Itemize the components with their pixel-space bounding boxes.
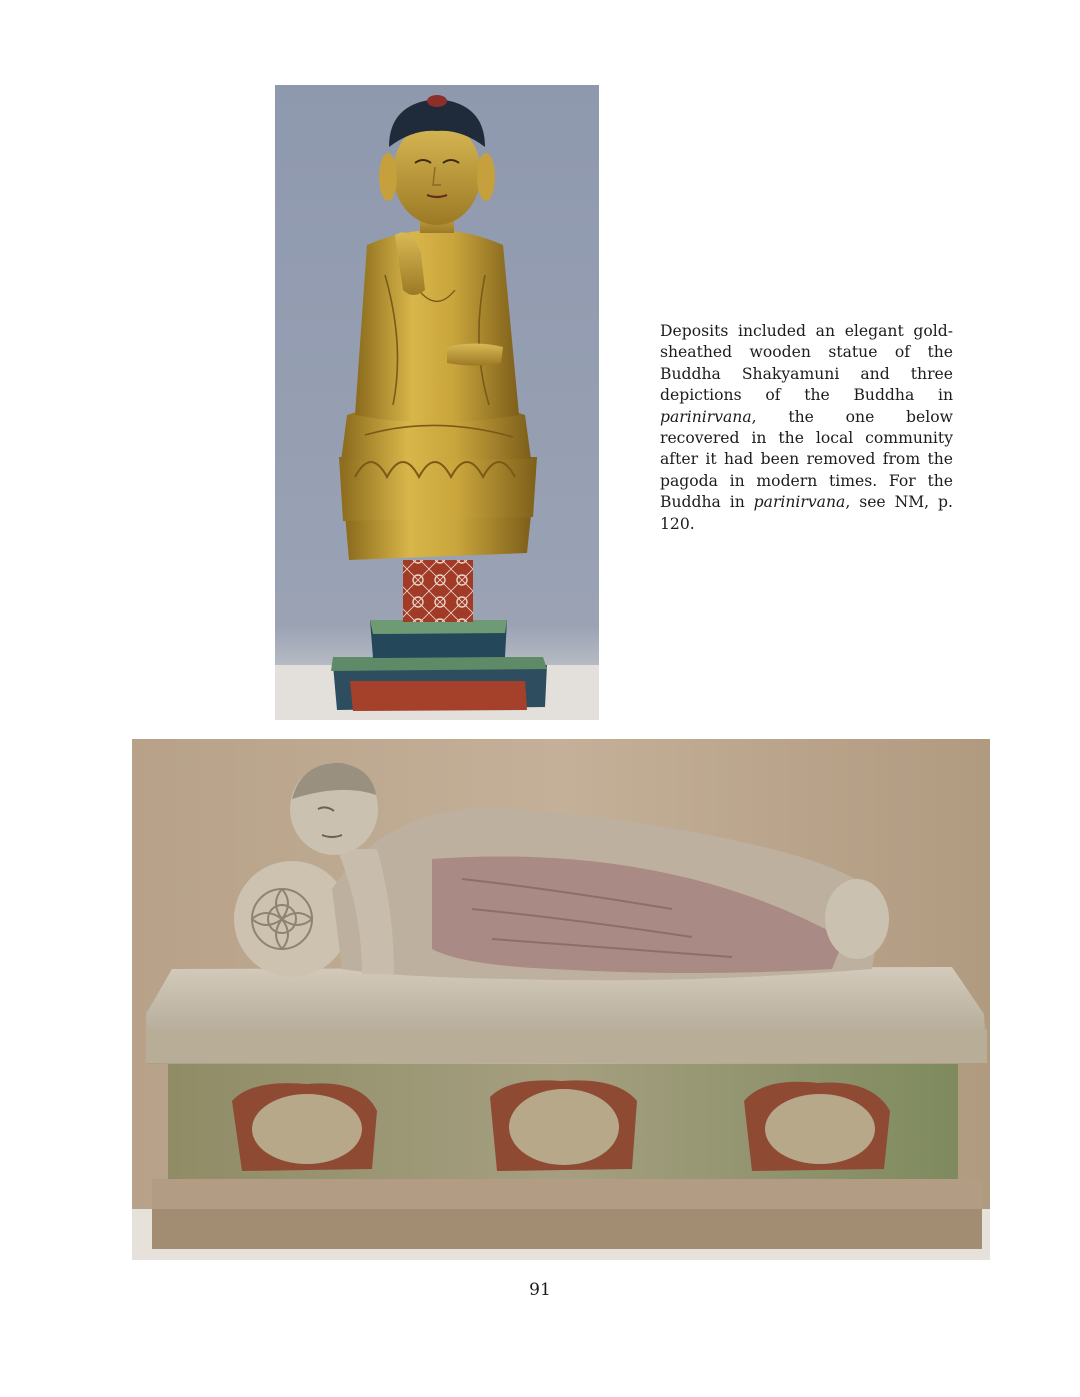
seated-buddha-illustration <box>275 85 599 720</box>
page-number: 91 <box>529 1280 551 1300</box>
relief-panels <box>232 1080 890 1171</box>
caption-text-part-1: Deposits included an elegant gold-sheathed wooden statue of the Buddha Shakyamuni and three depictions of the Buddha in <box>660 322 953 405</box>
caption-text-part-3: , see NM, p. 120. <box>660 493 953 533</box>
caption-term-parinirvana-1: parinirvana <box>660 407 752 426</box>
caption-term-parinirvana-2: parinirvana <box>753 493 846 512</box>
caption-text-part-2: , the one below recovered in the local community after it had been removed from the pagoda in modern times. For the Buddha in <box>660 407 953 512</box>
reclining-buddha-illustration <box>132 739 990 1260</box>
figure-caption <box>660 321 953 535</box>
seated-buddha-photo <box>275 85 599 720</box>
reclining-buddha-photo <box>132 739 990 1260</box>
